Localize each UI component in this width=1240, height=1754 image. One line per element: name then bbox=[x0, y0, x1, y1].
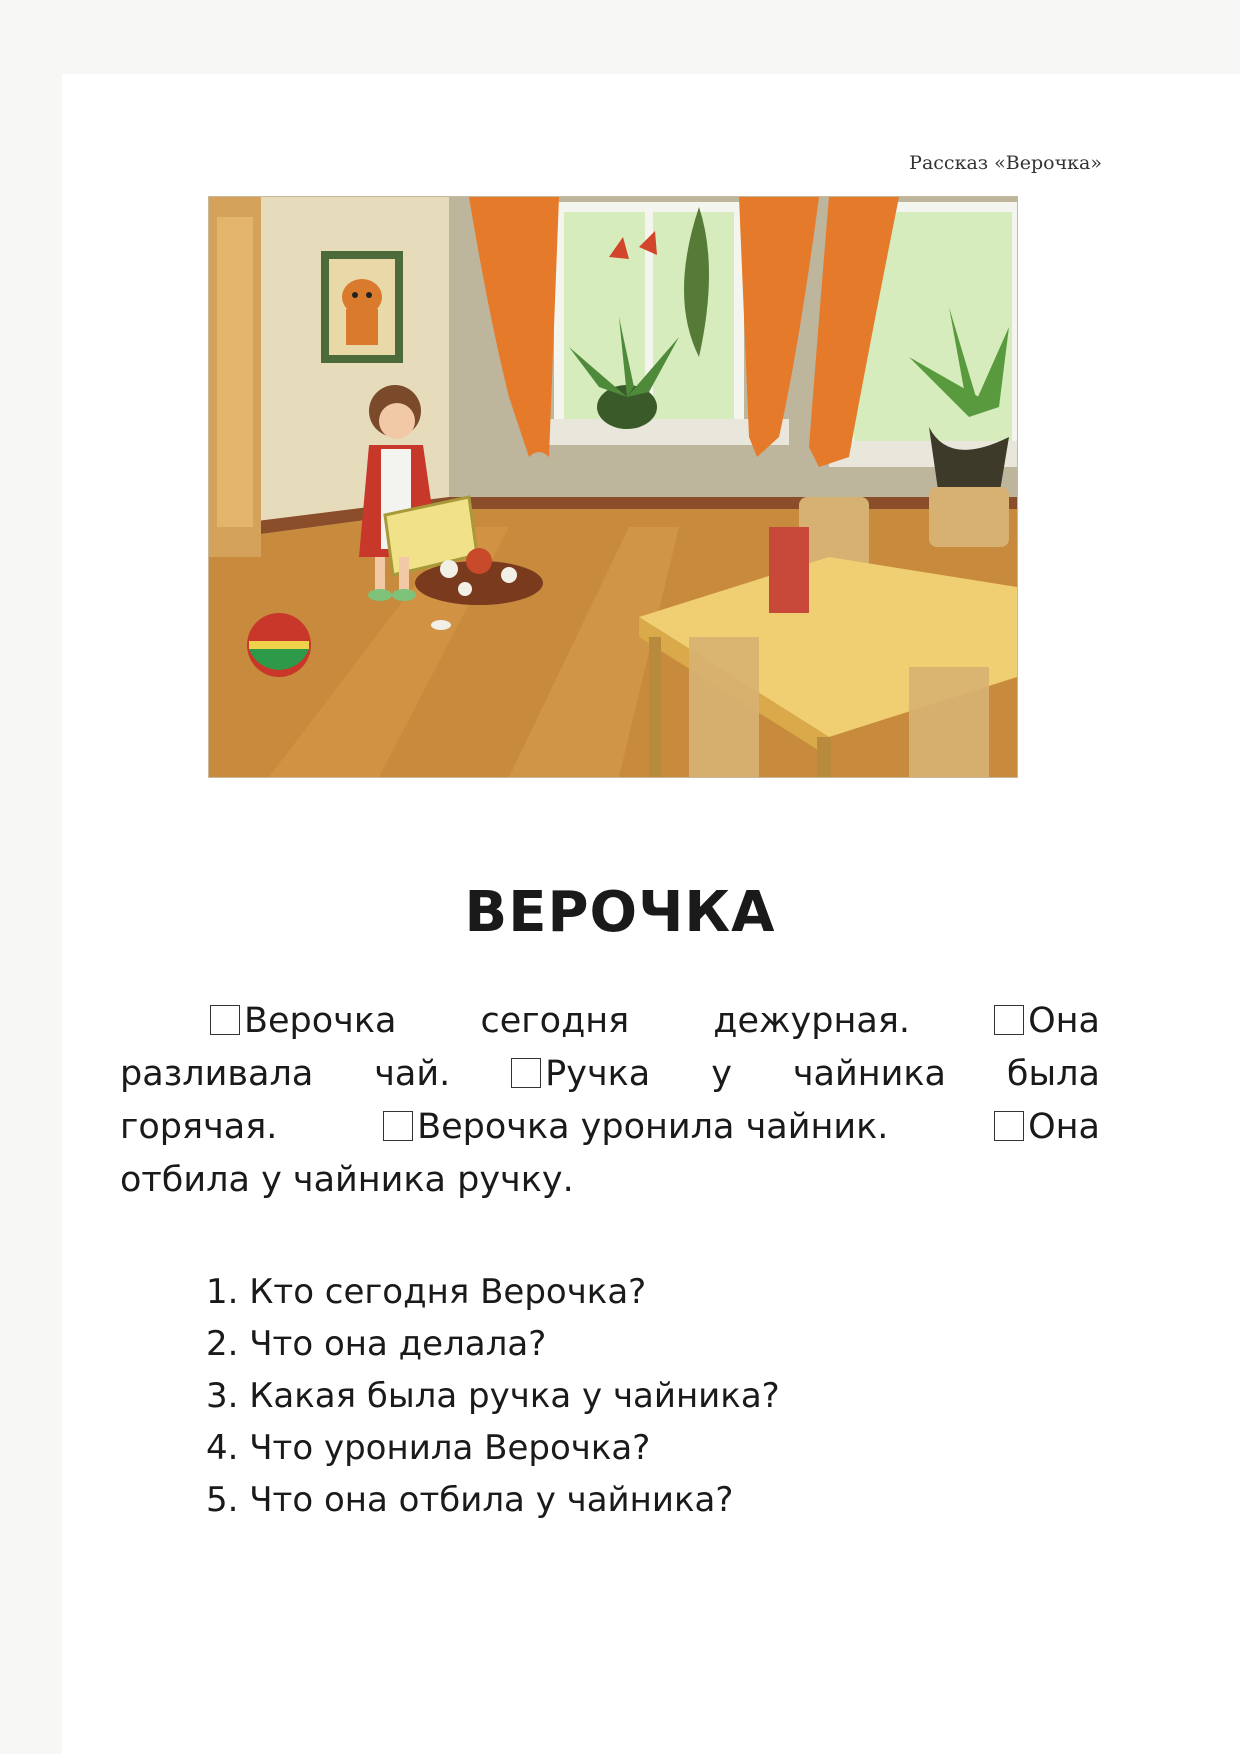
story-line bbox=[120, 1048, 1100, 1101]
question-item: 3. Какая была ручка у чайника? bbox=[206, 1376, 780, 1416]
story-line bbox=[120, 995, 1100, 1048]
story-word: разливала bbox=[120, 1054, 314, 1094]
story-word: горячая. bbox=[120, 1107, 278, 1147]
running-header: Рассказ «Верочка» bbox=[909, 152, 1102, 174]
story-text bbox=[120, 995, 1100, 1207]
story-word: Верочка bbox=[210, 995, 396, 1048]
story-word: Ручка bbox=[511, 1048, 650, 1101]
story-line bbox=[120, 1101, 1100, 1154]
sentence-checkbox[interactable] bbox=[994, 1005, 1024, 1035]
story-word: отбила у чайника ручку. bbox=[120, 1160, 574, 1200]
question-item: 4. Что уронила Верочка? bbox=[206, 1428, 651, 1468]
story-word: чай. bbox=[374, 1054, 451, 1094]
sentence-checkbox[interactable] bbox=[511, 1058, 541, 1088]
question-item: 2. Что она делала? bbox=[206, 1324, 547, 1364]
story-word: была bbox=[1006, 1054, 1100, 1094]
sentence-checkbox[interactable] bbox=[383, 1111, 413, 1141]
story-word: сегодня bbox=[480, 1001, 630, 1041]
story-word: дежурная. bbox=[713, 1001, 911, 1041]
question-item: 5. Что она отбила у чайника? bbox=[206, 1480, 734, 1520]
story-illustration bbox=[208, 196, 1018, 778]
question-item: 1. Кто сегодня Верочка? bbox=[206, 1272, 647, 1312]
sentence-checkbox[interactable] bbox=[210, 1005, 240, 1035]
story-word: Она bbox=[994, 995, 1100, 1048]
sentence-checkbox[interactable] bbox=[994, 1111, 1024, 1141]
story-word: Она bbox=[994, 1101, 1100, 1154]
story-word: у bbox=[711, 1054, 732, 1094]
question-list bbox=[206, 1266, 780, 1526]
cat-picture bbox=[321, 251, 403, 363]
ball bbox=[247, 613, 311, 677]
story-word: Верочка уронила чайник. bbox=[383, 1101, 888, 1154]
story-word: чайника bbox=[792, 1054, 946, 1094]
story-title: ВЕРОЧКА bbox=[464, 880, 776, 945]
story-line bbox=[120, 1154, 1100, 1207]
